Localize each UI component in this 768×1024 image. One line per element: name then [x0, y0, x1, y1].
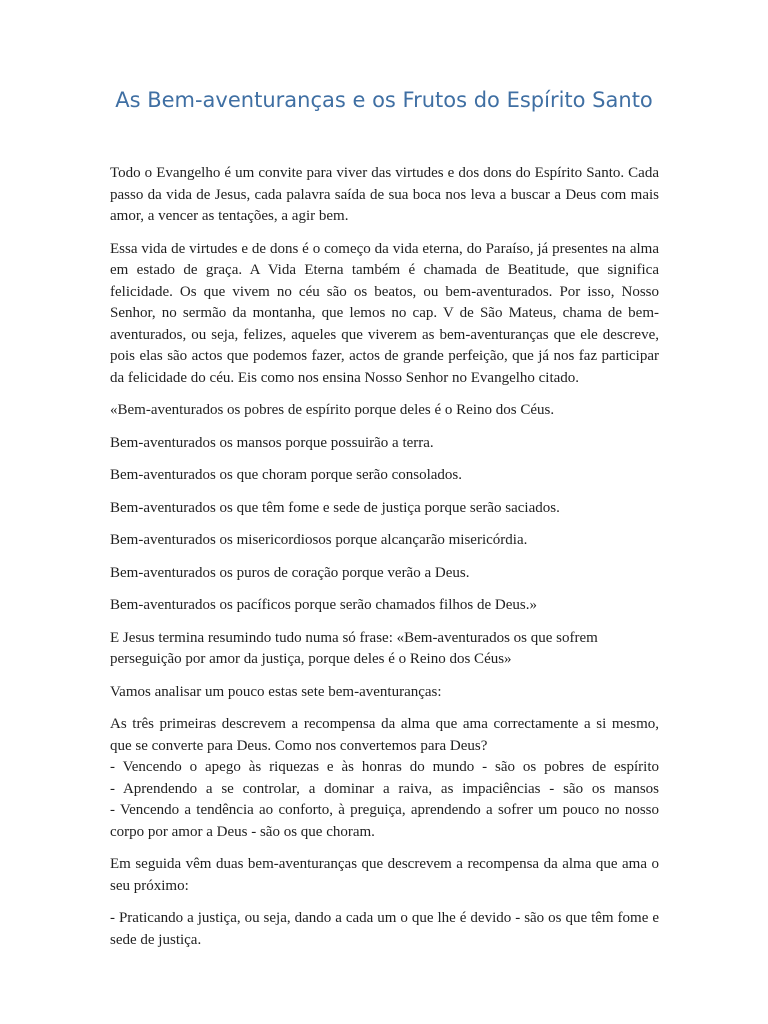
paragraph-beatitude-explanation: Essa vida de virtudes e de dons é o começo da vida eterna, do Paraíso, já presentes na alma em estado de graça. A Vida Eterna também é chamada de Beatitude, que significa felicidade. Os que vivem no céu são os beatos, ou bem-aventurados. Por isso, Nosso Senhor, no sermão da montanha, que lemos no cap. V de São Mateus, chama de bem-aventurados, ou seja, felizes, aqueles que viverem as bem-aventuranças que ele descreve, pois elas são actos que podemos fazer, actos de grande perfeição, que já nos faz participar da felicidade do céu. Eis como nos ensina Nosso Senhor no Evangelho citado. — [110, 240, 659, 386]
list-block — [110, 714, 659, 843]
beatitude-1: «Bem-aventurados os pobres de espírito porque deles é o Reino dos Céus. — [110, 402, 555, 418]
beatitude-5: Bem-aventurados os misericordiosos porque alcançarão misericórdia. — [110, 532, 528, 548]
document-title: As Bem-aventuranças e os Frutos do Espírito Santo — [115, 88, 653, 112]
paragraph-jesus-summary: E Jesus termina resumindo tudo numa só frase: «Bem-aventurados os que sofrem perseguição por amor da justiça, porque deles é o Reino dos Céus» — [110, 629, 598, 667]
list-intro: As três primeiras descrevem a recompensa da alma que ama correctamente a si mesmo, que se converte para Deus. Como nos convertemos para Deus? — [110, 716, 659, 754]
paragraph-neighbor-intro: Em seguida vêm duas bem-aventuranças que descrevem a recompensa da alma que ama o seu próximo: — [110, 856, 659, 894]
beatitude-6: Bem-aventurados os puros de coração porque verão a Deus. — [110, 564, 470, 581]
beatitude-4: Bem-aventurados os que têm fome e sede de justiça porque serão saciados. — [110, 499, 560, 516]
beatitude-2: Bem-aventurados os mansos porque possuirão a terra. — [110, 434, 434, 451]
beatitude-7: Bem-aventurados os pacíficos porque serão chamados filhos de Deus.» — [110, 597, 537, 613]
list-item: - Vencendo a tendência ao conforto, à preguiça, aprendendo a sofrer um pouco no nosso corpo por amor a Deus - são os que choram. — [110, 802, 659, 840]
list-item: - Vencendo o apego às riquezas e às honras do mundo - são os pobres de espírito — [110, 759, 659, 775]
document-body — [110, 163, 659, 962]
paragraph-intro: Todo o Evangelho é um convite para viver das virtudes e dos dons do Espírito Santo. Cada passo da vida de Jesus, cada palavra saída de sua boca nos leva a buscar a Deus com mais amor, a vencer as tentações, a agir bem. — [110, 165, 659, 224]
beatitude-3: Bem-aventurados os que choram porque serão consolados. — [110, 467, 462, 483]
paragraph-justice: - Praticando a justiça, ou seja, dando a cada um o que lhe é devido - são os que têm fome e sede de justiça. — [110, 910, 659, 948]
paragraph-analysis-intro: Vamos analisar um pouco estas sete bem-aventuranças: — [110, 683, 442, 700]
list-item: - Aprendendo a se controlar, a dominar a raiva, as impaciências - são os mansos — [110, 780, 659, 797]
